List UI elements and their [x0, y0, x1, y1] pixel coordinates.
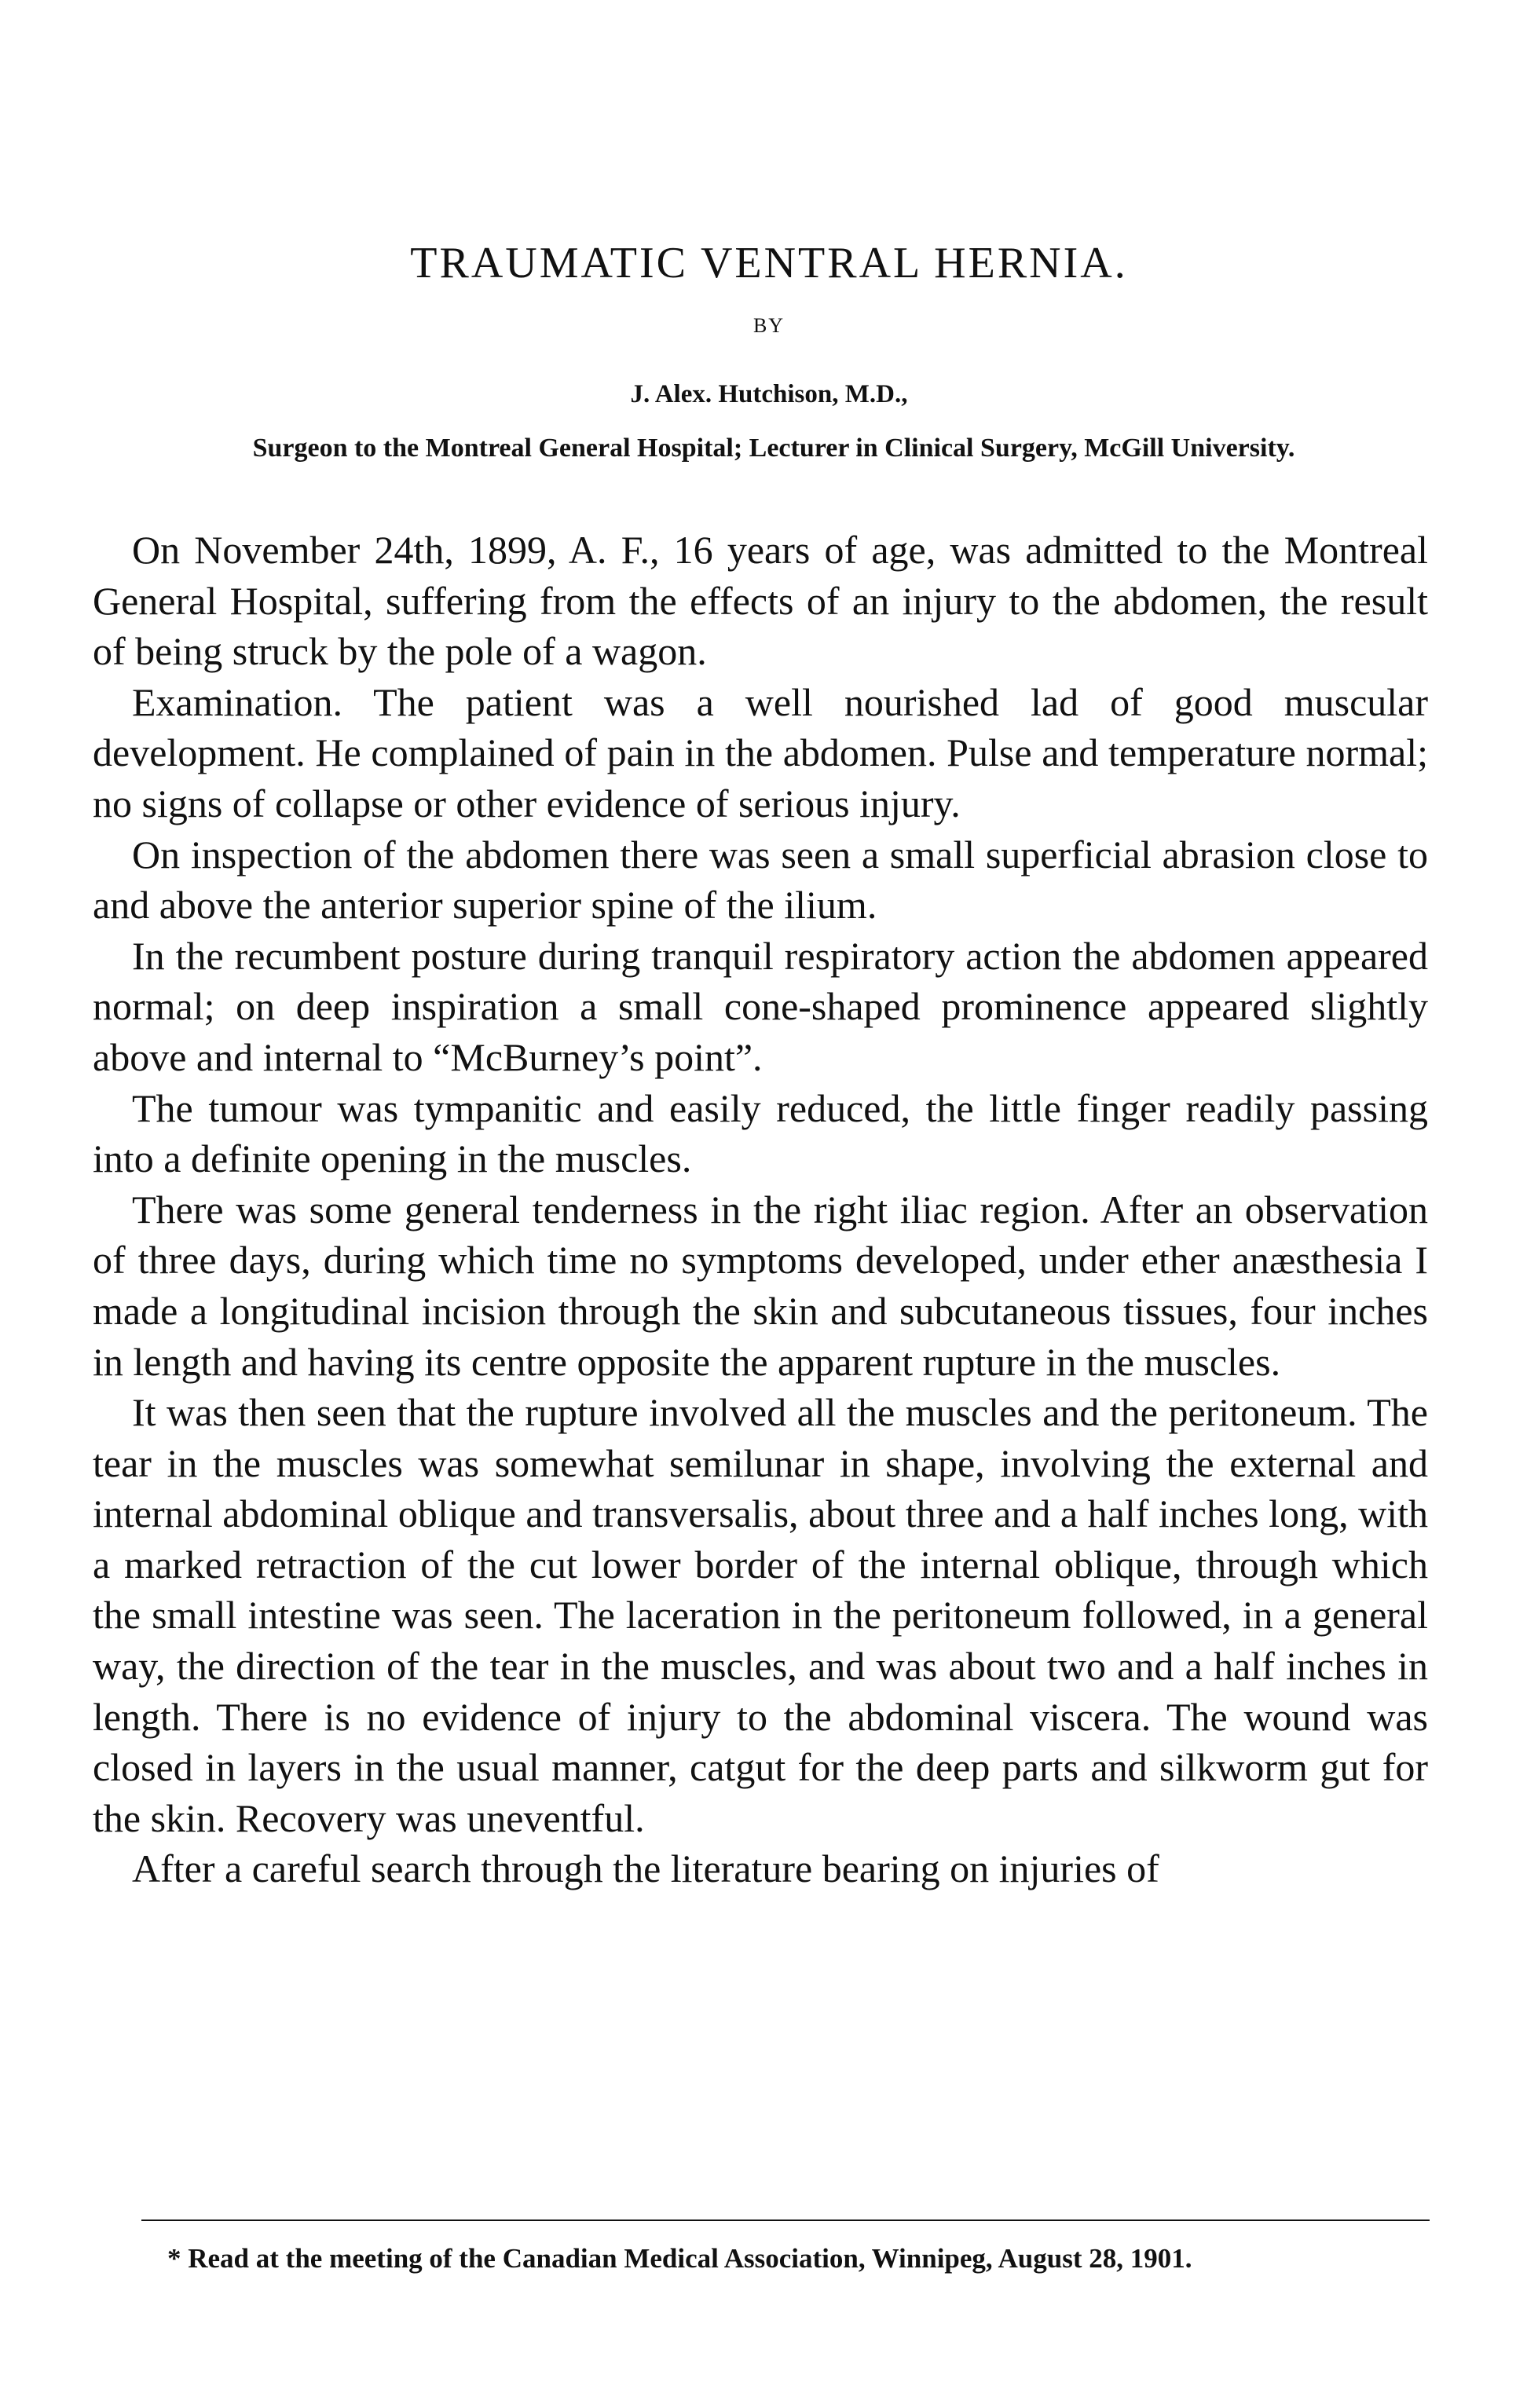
paragraph: The tumour was tympanitic and easily reduced, the little finger readily passing into a definite opening in the muscles.	[93, 1085, 1428, 1181]
paragraph: On inspection of the abdomen there was seen a small superficial abrasion close to and above the anterior superior spine of the ilium.	[93, 832, 1428, 928]
byline-label: BY	[753, 314, 785, 337]
paragraph: On November 24th, 1899, A. F., 16 years of age, was admitted to the Montreal General Hospital, suffering from the effects of an injury to the abdomen, the result of being struck by the pole of a wagon.	[93, 528, 1428, 674]
paragraph: Examination. The patient was a well nourished lad of good muscular development. He complained of pain in the abdomen. Pulse and temperature normal; no signs of collapse or other evidence of serious injury.	[93, 679, 1428, 825]
paragraph: There was some general tenderness in the right iliac region. After an observation of three days, during which time no symptoms developed, under ether anæsthesia I made a longitudinal incision through the skin and subcutaneous tissues, four inches in length and having its centre opposite the apparent rupture in the muscles.	[93, 1187, 1428, 1384]
paragraph: It was then seen that the rupture involved all the muscles and the peritoneum. The tear in the muscles was somewhat semilunar in shape, involving the external and internal abdominal oblique and transversalis, about three and a half inches long, with a marked retraction of the cut lower border of the internal oblique, through which the small intestine was seen. The laceration in the peritoneum followed, in a general way, the direction of the tear in the muscles, and was about two and a half inches in length. There is no evidence of injury to the abdominal viscera. The wound was closed in layers in the usual manner, catgut for the deep parts and silkworm gut for the skin. Recovery was uneventful.	[93, 1390, 1428, 1840]
author-name: J. Alex. Hutchison, M.D.,	[630, 380, 908, 408]
paragraph: In the recumbent posture during tranquil respiratory action the abdomen appeared normal; on deep inspiration a small cone-shaped prominence appeared slightly above and internal to “McBurney’s point”.	[93, 933, 1428, 1079]
author-affiliation: Surgeon to the Montreal General Hospital; Lecturer in Clinical Surgery, McGill University.	[252, 434, 1295, 463]
footnote: * Read at the meeting of the Canadian Medical Association, Winnipeg, August 28, 1901.	[167, 2243, 1192, 2274]
article-body	[93, 525, 1428, 1894]
footnote-divider	[141, 2220, 1430, 2221]
paragraph: After a careful search through the literature bearing on injuries of	[132, 1846, 1159, 1891]
article-title: TRAUMATIC VENTRAL HERNIA.	[410, 239, 1128, 287]
